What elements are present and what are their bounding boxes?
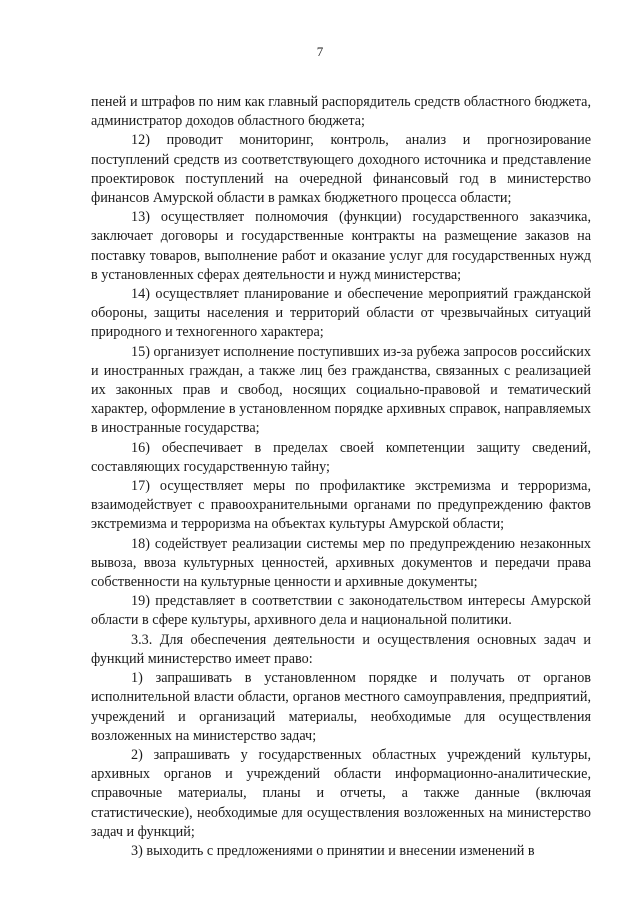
- paragraph-item-14: 14) осуществляет планирование и обеспечение мероприятий гражданской обороны, защиты населения и территорий области от чрезвычайных ситуаций природного и техногенного характера;: [91, 286, 591, 341]
- paragraph-item-12: 12) проводит мониторинг, контроль, анализ и прогнозирование поступлений средств из соответствующего доходного источника и представление проектировок поступлений на очередной финансовый год в министерство финансов Амурской области в рамках бюджетного процесса области;: [91, 132, 591, 207]
- paragraph-continuation: пеней и штрафов по ним как главный распорядитель средств областного бюджета, администратор доходов областного бюджета;: [91, 94, 591, 130]
- paragraph-right-1: 1) запрашивать в установленном порядке и получать от органов исполнительной власти области, органов местного самоуправления, предприятий, учреждений и организаций материалы, необходимые для осуществления возложенных на министерство задач;: [91, 670, 591, 744]
- paragraph-item-13: 13) осуществляет полномочия (функции) государственного заказчика, заключает договоры и государственные контракты на размещение заказов на поставку товаров, выполнение работ и оказание услуг для государственных нужд в установленных сферах деятельности и нужд министерства;: [91, 209, 591, 283]
- paragraph-item-16: 16) обеспечивает в пределах своей компетенции защиту сведений, составляющих государственную тайну;: [91, 439, 591, 475]
- paragraph-item-19: 19) представляет в соответствии с законодательством интересы Амурской области в сфере культуры, архивного дела и национальной политики.: [91, 593, 591, 629]
- paragraph-item-17: 17) осуществляет меры по профилактике экстремизма и терроризма, взаимодействует с правоохранительными органами по предупреждению фактов экстремизма и терроризма на объектах культуры Амурской области;: [91, 478, 591, 533]
- paragraph-item-15: 15) организует исполнение поступивших из-за рубежа запросов российских и иностранных граждан, а также лиц без гражданства, связанных с реализацией их законных прав и свобод, носящих социально-правовой и тематический характер, оформление в установленном порядке архивных справок, направляемых в иностранные государства;: [91, 343, 591, 437]
- paragraph-section-3-3: 3.3. Для обеспечения деятельности и осуществления основных задач и функций министерство имеет право:: [91, 631, 591, 667]
- paragraph-right-2: 2) запрашивать у государственных областных учреждений культуры, архивных органов и учреждений области информационно-аналитические, справочные материалы, планы и отчеты, а также данные (включая статистические), необходимые для осуществления возложенных на министерство задач и функций;: [91, 746, 591, 840]
- paragraph-right-3: 3) выходить с предложениями о принятии и внесении изменений в: [131, 842, 535, 859]
- page-number: 7: [316, 44, 324, 59]
- paragraph-item-18: 18) содействует реализации системы мер по предупреждению незаконных вывоза, ввоза культурных ценностей, архивных документов и передачи права собственности на культурные ценности и архивные документы;: [91, 535, 591, 591]
- document-body: [91, 93, 591, 861]
